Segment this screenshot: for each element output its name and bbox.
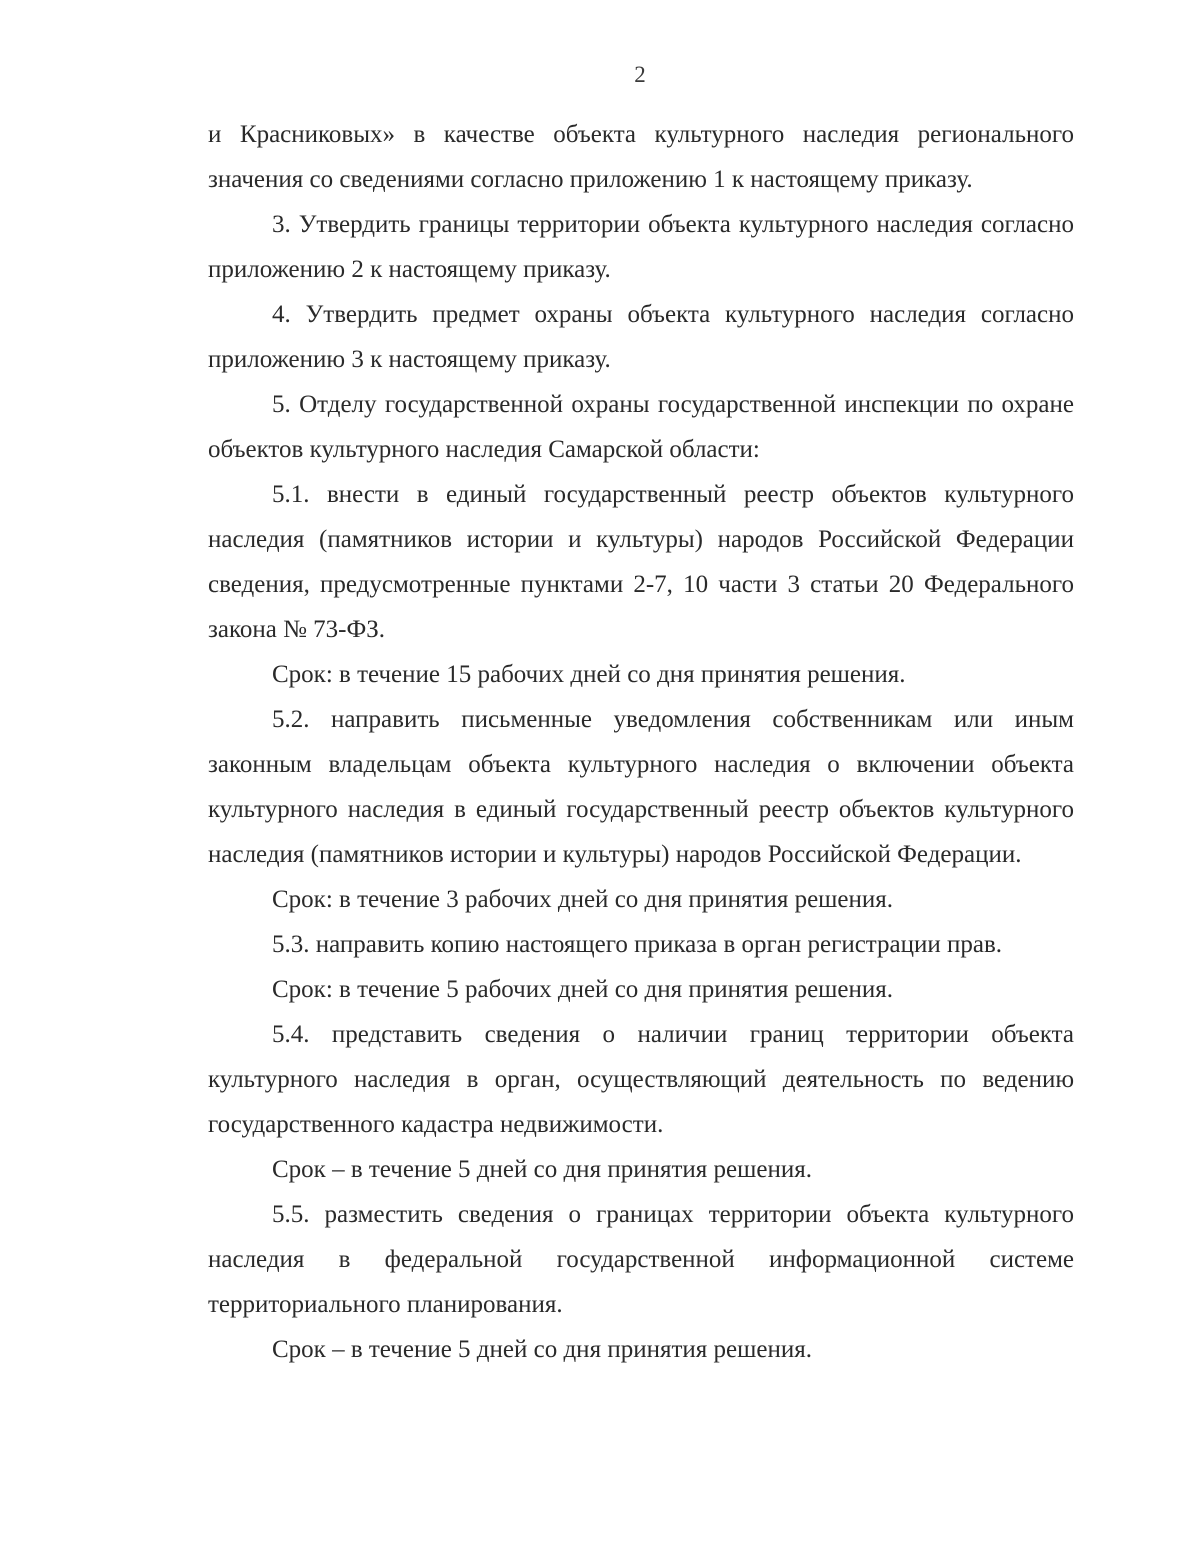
paragraph-item-5-2: 5.2. направить письменные уведомления собственникам или иным законным владельцам объекта культурного наследия о включении объекта культурного наследия в единый государственный реестр объектов культурного наследия (памятников истории и культуры) народов Российской Федерации. [208,706,1074,868]
paragraph-item-5-4: 5.4. представить сведения о наличии границ территории объекта культурного наследия в орган, осуществляющий деятельность по ведению государственного кадастра недвижимости. [208,1021,1074,1138]
deadline-5-5: Срок – в течение 5 дней со дня принятия решения. [272,1336,812,1363]
paragraph-item-5-1: 5.1. внести в единый государственный реестр объектов культурного наследия (памятников истории и культуры) народов Российской Федерации сведения, предусмотренные пунктами 2-7, 10 части 3 статьи 20 Федерального закона № 73-ФЗ. [208,481,1074,643]
deadline-5-1: Срок: в течение 15 рабочих дней со дня принятия решения. [272,661,906,688]
deadline-5-2: Срок: в течение 3 рабочих дней со дня принятия решения. [272,886,894,913]
paragraph-continuation: и Красниковых» в качестве объекта культурного наследия регионального значения со сведениями согласно приложению 1 к настоящему приказу. [208,121,1074,193]
paragraph-item-5: 5. Отделу государственной охраны государственной инспекции по охране объектов культурного наследия Самарской области: [208,391,1074,463]
paragraph-item-5-5: 5.5. разместить сведения о границах территории объекта культурного наследия в федеральной государственной информационной системе территориального планирования. [208,1201,1074,1318]
document-body [208,112,1074,1372]
deadline-5-3: Срок: в течение 5 рабочих дней со дня принятия решения. [272,976,894,1003]
paragraph-item-4: 4. Утвердить предмет охраны объекта культурного наследия согласно приложению 3 к настоящему приказу. [208,301,1074,373]
page-number: 2 [634,62,646,87]
paragraph-item-3: 3. Утвердить границы территории объекта культурного наследия согласно приложению 2 к настоящему приказу. [208,211,1074,283]
deadline-5-4: Срок – в течение 5 дней со дня принятия решения. [272,1156,812,1183]
paragraph-item-5-3: 5.3. направить копию настоящего приказа в орган регистрации прав. [272,931,1003,958]
